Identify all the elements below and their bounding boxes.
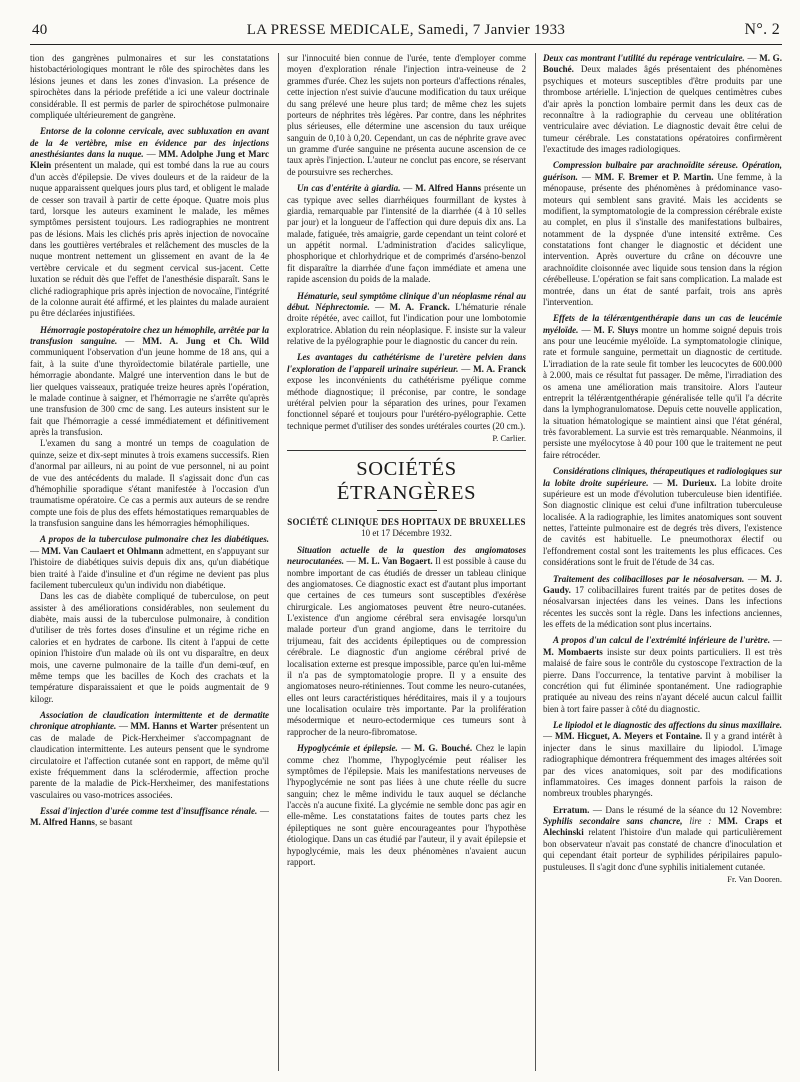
abstract-entry: Entorse de la colonne cervicale, avec subluxation en avant de la 4e vertèbre, mise en évidence par des injections anesthésiantes dans la nuque. — MM. Adolphe Jung et Marc Klein présentent un malade, qui est tombé dans la rue au cours d'un accès d'épilepsie. De vives douleurs et de la raideur de la nuque apparaissent quelques jours plus tard, et obligent le malade de cesser son travail à partir de cette époque. Quatre mois plus tard, lorsque les auteurs examinent le malade, les mêmes symptômes persistent toujours. Les radiographies ne montrent pas de lésions. Mais les clichés pris après injection de novocaïne dans les gouttières vertébrales et relâchement des muscles de la nuque montrent nettement un glissement en avant de la 4e vertèbre cervicale et du segment cervical sus-jacent. Cette luxation se réduit dès que l'effet de l'anesthésie disparaît. Sans le cliché radiographique pris après injection de novocaïne, l'intégrité de la colonne aurait été affirmé, et les plaintes du malade auraient pu être déclarées injustifiées. — [30, 126, 269, 319]
abstract-authors: M. G. Bouché. — [543, 53, 782, 75]
abstract-entry: Un cas d'entérite à giardia. — M. Alfred Hanns présente un cas typique avec selles diarrhéiques fourmillant de kystes à giardia, remarquable par l'intensité de la diarrhée (4 à 10 selles par jour) et la longueur de l'affection qui dure depuis dix ans. La malade, fatiguée, très amaigrie, garde cependant un teint coloré et un appétit normal. L'administration d'acides salicylique, phosphorique et chlorhydrique et de comprimés d'arséno-benzol fit disparaître la diarrhée d'une façon immédiate et amena une rapide ascension du poids de la malade. — [287, 183, 526, 285]
abstract-authors: M. J. Gaudy. — [543, 573, 782, 595]
abstract-text: admettent, en s'appuyant sur l'histoire de diabétiques suivis depuis dix ans, qu'un diabétique bien traité à l'aide d'insuline et d'un régime ne devient pas plus facilement tuberculeux qu'un individu non diabétique. — [30, 545, 269, 590]
abstract-entry: Essai d'injection d'urée comme test d'insuffisance rénale. — M. Alfred Hanns, se basant — [30, 806, 269, 828]
abstract-title: Deux cas montrant l'utilité du repérage ventriculaire. — [543, 53, 745, 63]
abstract-title: Compression bulbaire par arachnoïdite séreuse. Opération, guérison. — [543, 160, 782, 182]
page-number: 40 — [32, 22, 48, 38]
abstract-text: présentent un malade, qui est tombé dans la rue au cours d'un accès d'épilepsie. De vives douleurs et de la raideur de la nuque apparaissent quelques jours plus tard, et obligent le malade de cesser son travail à partir de cette époque. Quatre mois plus tard, lorsque les auteurs examinent le malade, les mêmes symptômes persistent toujours. Les radiographies ne montrent pas de lésions. Mais les clichés pris après injection de novocaïne dans les gouttières vertébrales et relâchement des muscles de la nuque montrent nettement un glissement en avant de la 4e vertèbre cervicale et du segment cervical sus-jacent. Cette luxation se réduit dès que l'effet de l'anesthésie disparaît. Sans le cliché radiographique pris après injection de novocaïne, l'intégrité de la colonne aurait été affirmé, et les plaintes du malade auraient pu être déclarées injustifiées. — [30, 160, 269, 319]
abstract-authors: M. Alfred Hanns — [415, 183, 482, 194]
abstract-authors: M. Alfred Hanns — [30, 817, 95, 828]
abstract-entry: Traitement des colibacilloses par le néosalversan. — M. J. Gaudy. 17 colibacillaires furent traités par de petites doses de néosalvarsan injectées dans les veines. Dans les infections récentes les succès sont la règle. Dans les infections anciennes, les effets de la médication sont plus incertains. — [543, 573, 782, 629]
abstract-text: L'hématurie rénale droite répétée, avec caillot, fut l'indication pour une lombotomie exploratrice. Ablation du rein néoplasique. F. insiste sur la valeur relative de la pyélographie pour le diagnostic du cancer du rein. — [287, 301, 526, 346]
abstract-authors: MM. Hicguet, A. Meyers et Fontaine. — [555, 731, 703, 742]
abstract-text: se basant — [99, 817, 133, 828]
abstract-entry: Hémorragie postopératoire chez un hémophile, arrêtée par la transfusion sanguine. — MM. A. Jung et Ch. Wild communiquent l'observation d'un jeune homme de 18 ans, qui a fait, à la suite d'une thyroïdectomie bilatérale partielle, une hémorragie abondante. Malgré une intervention dans le but de lier quelques vaisseaux, pratiquée treize heures après l'opération, le malade continue à saigner, et l'hémorragie ne s'arrête qu'après une transfusion de 300 cmc de sang. Les auteurs insistent sur le fait que l'hémorragie a cessé immédiatement et définitivement après la transfusion. — [30, 324, 269, 437]
column-middle — [287, 53, 526, 1073]
erratum-subject: Syphilis secondaire sans chancre, — [543, 816, 683, 826]
abstract-title: Hémorragie postopératoire chez un hémophile, arrêtée par la transfusion sanguine. — [30, 324, 269, 346]
abstract-text: La lobite droite supérieure est un mode d'évolution tuberculeuse bien identifiée. Son diagnostic clinique est celui d'une infiltration tuberculeuse localisée. A la radiographie, les limites anatomiques sont souvent nettes, l'atteinte pulmonaire est de degrés très divers, l'existence de cavités est habituelle. Le pneumothorax électif ou l'effondrement costal sont les traitements les plus efficaces. Ces considérations sont le fruit de l'étude de 34 cas. — [543, 477, 782, 568]
abstract-text: expose les inconvénients du cathétérisme pyélique comme méthode diagnostique; il préconise, par contre, le sondage urétéral pelvien pour la séparation des urines, pour l'examen fonctionnel séparé et toujours pour l'urétéro-pyélographie. Cette technique permet d'utiliser des sondes urétérales courtes (20 cm.). — [287, 375, 526, 431]
page-header — [30, 22, 782, 45]
erratum-lire: lire : — [689, 816, 712, 826]
abstract-authors: M. G. Bouché. — [413, 743, 473, 754]
section-rule-short — [377, 510, 437, 511]
abstract-text: Une femme, à la ménopause, présente des phénomènes à prédominance vaso-moteurs qui semblent sans gravité. Mais les accidents se modifient, la symptomatologie de la compression cérébrale existe au complet, en plus il s'installe des manifestations bulbaires, notamment de la dyspnée d'une intensité extrême. Ces constatations font changer le diagnostic et décident une intervention. Après ouverture du crâne on découvre une arachnoïdite cloisonnée avec liquide sous tension dans la région cérébelleuse. L'opération se fait sans complication. La malade est montrée, dans un état de santé parfait, trois ans après l'intervention. — [543, 171, 782, 307]
abstract-authors: MM. Van Caulaert et Ohlmann — [41, 545, 164, 556]
abstract-text: Deux malades âgés présentaient des phénomènes psychiques et moteurs susceptibles d'être produits par une thrombose artérielle. L'injection de quelques centimètres cubes d'air après la ponction lombaire permit dans les deux cas de reconnaître à la radiographie du cerveau une oblitération ventriculaire avec déviation. Le diagnostic devait être celui de tumeur cérébrale. Les constatations opératoires confirmèrent l'exactitude des images radiologiques. — [543, 64, 782, 154]
abstract-text: présente un cas typique avec selles diarrhéiques fourmillant de kystes à giardia, remarquable par l'intensité de la diarrhée (4 à 10 selles par jour) et la longueur de l'affection qui dure depuis dix ans. La malade, fatiguée, très amaigrie, garde cependant un teint coloré et un appétit normal. L'administration d'acides salicylique, phosphorique et chlorhydrique et de comprimés d'arséno-benzol fit disparaître la diarrhée d'une façon immédiate et amena une rapide ascension du poids de la malade. — [287, 183, 526, 285]
society-name: SOCIÉTÉ CLINIQUE DES HOPITAUX DE BRUXELLES — [287, 517, 526, 528]
section-title: SOCIÉTÉS ÉTRANGÈRES — [336, 458, 477, 505]
abstract-title: A propos d'un calcul de l'extrémité inférieure de l'urètre. — [553, 635, 771, 646]
abstract-entry: Situation actuelle de la question des angiomatoses neurocutanées. — M. L. Van Bogaert. Il est possible à cause du nombre important de cas étudiés de dresser un tableau clinique des angiomatoses. Ce diagnostic exact est d'autant plus important que certaines de ces tumeurs sont susceptibles d'exérèse chirurgicale. Les angiomatoses peuvent être neuro-cutanées. L'existence d'un angiome cérébral sera envisagée lorsqu'un malade porteur d'un grand angiome, dans le territoire du trijumeau, fait des accidents épileptiques ou de compression cérébrale. Le diagnostic d'un angiome cérébral privé de localisation externe est presque impossible, parce qu'en lui-même il n'a pas de symptomatologie propre. Il y a ensuite des angiomatoses neuro-rétiniennes. Tout comme les neuro-cutanées, elles ont leurs caractéristiques héréditaires, mais il y a toujours une localisation oculaire très importante. Par la prolifération mésodermique et neuro-ectodermique ces tumeurs sont à rapprocher de la neuro-fibromatose. — [287, 544, 526, 737]
abstract-title: Traitement des colibacilloses par le néosalversan. — [553, 573, 745, 584]
abstract-authors: M. F. Sluys — [593, 324, 639, 335]
paragraph: sur l'innocuité bien connue de l'urée, tente d'employer comme moyen d'exploration rénale l'injection intra-veineuse de 2 grammes d'urée. Chez les sujets non porteurs d'affections rénales, cette injection n'est suivie d'aucune modification du taux uréique du sang prélevé une heure plus tard; de même chez les sujets porteurs de néphrites très légères. Par contre, dans les néphrites plus sérieuses, elle détermine une ascension du taux uréique sanguin de 0,10 à 0,20. Cependant, un cas de néphrite grave avec un gramme d'urée sanguine ne présenta aucune ascension de ce taux après l'injection. L'auteur ne conclut pas encore, se réservant de poursuivre ses recherches. — [287, 53, 526, 177]
abstract-text: Il y a grand intérêt à injecter dans le sinus maxillaire du lipiodol. L'image radiographique démontrera fréquemment des images altérées soit par des vices anatomiques, soit par des modifications inflammatoires. Ces images donnent parfois la raison de nombreux troubles pharyngés. — [543, 731, 782, 799]
abstract-title: A propos de la tuberculose pulmonaire chez les diabétiques. — [40, 534, 269, 545]
erratum: Erratum. — Dans le résumé de la séance du 12 Novembre: Syphilis secondaire sans chancre, lire : MM. Craps et Alechinski relatent l'histoire d'un malade qui particulièrement bon observateur n'avait pas constaté de chancre d'inoculation et qui cependant était porteur de syphilides péripilaires papulo-pustuleuses. Il s'agit donc d'une syphilis initialement cutanée. — [543, 804, 782, 872]
abstract-authors: M. A. Franck. — [389, 301, 450, 312]
abstract-entry: Compression bulbaire par arachnoïdite séreuse. Opération, guérison. — MM. F. Bremer et P. Martin. Une femme, à la ménopause, présente des phénomènes à prédominance vaso-moteurs qui semblent sans gravité. Mais les accidents se modifient, la symptomatologie de la compression cérébrale existe au complet, en plus il s'installe des manifestations bulbaires, notamment de la dyspnée d'une intensité extrême. Ces constatations font changer le diagnostic et décident une intervention. Après ouverture du crâne on découvre une arachnoïdite cloisonnée avec liquide sous tension dans la région cérébelleuse. L'opération se fait sans complication. La malade est montrée, dans un état de santé parfait, trois ans après l'intervention. — [543, 160, 782, 307]
paragraph: Dans les cas de diabète compliqué de tuberculose, on peut assister à des améliorations considérables, non seulement du diabète, mais aussi de la tuberculose pulmonaire, à condition d'utiliser de très fortes doses d'insuline et un régime riche en calories et en hydrates de carbone. Ils citent à l'appui de cette opinion l'histoire d'un malade où ils ont vu disparaître, en deux mois, une caverne pulmonaire de la taille d'un demi-œuf, en même temps que les bacilles de Koch des crachats et la température disparaissaient et que le poids augmentait de 9 kilogr. — [30, 591, 269, 704]
abstract-text: Il est possible à cause du nombre important de cas étudiés de dresser un tableau clinique des angiomatoses. Ce diagnostic exact est d'autant plus important que certaines de ces tumeurs sont susceptibles d'exérèse chirurgicale. Les angiomatoses peuvent être neuro-cutanées. L'existence d'un angiome cérébral sera envisagée lorsqu'un malade porteur d'un grand angiome, dans le territoire du trijumeau, fait des accidents épileptiques ou de compression cérébrale. Le diagnostic d'un angiome cérébral privé de localisation externe est presque impossible, parce qu'en lui-même il n'a pas de symptomatologie propre. Il y a ensuite des angiomatoses neuro-rétiniennes. Tout comme les neuro-cutanées, elles ont leurs caractéristiques héréditaires, mais il y a toujours une localisation oculaire très importante. Par la prolifération mésodermique et neuro-ectodermique ces tumeurs sont à rapprocher de la neuro-fibromatose. — [287, 556, 526, 737]
abstract-entry: A propos d'un calcul de l'extrémité inférieure de l'urètre. — M. Mombaerts insiste sur deux points particuliers. Il est très malaisé de faire sous le contrôle du cystoscope l'extraction de la pierre. Dans l'occurrence, la tentative parvint à mobiliser la concrétion qui fut éliminée spontanément. Une radiographie pratiquée au niveau des reins n'ayant décelé aucun calcul faillit bien à tort faire passer à côté du diagnostic. — [543, 635, 782, 714]
session-date: 10 et 17 Décembre 1932. — [361, 528, 452, 539]
abstract-text: insiste sur deux points particuliers. Il est très malaisé de faire sous le contrôle du cystoscope l'extraction de la pierre. Dans l'occurrence, la tentative parvint à mobiliser la concrétion qui fut éliminée spontanément. Une radiographie pratiquée au niveau des reins n'ayant décelé aucun calcul faillit bien à tort faire passer à côté du diagnostic. — [543, 646, 782, 714]
abstract-title: Hypoglycémie et épilepsie. — [297, 743, 398, 754]
abstract-entry: Hématurie, seul symptôme clinique d'un néoplasme rénal au début. Néphrectomie. — M. A. Franck. L'hématurie rénale droite répétée, avec caillot, fut l'indication pour une lombotomie exploratrice. Ablation du rein néoplasique. F. insiste sur la valeur relative de la pyélographie pour le diagnostic du cancer du rein. — [287, 290, 526, 346]
abstract-title: Hématurie, seul symptôme clinique d'un néoplasme rénal au début. Néphrectomie. — [287, 290, 526, 312]
signature-text: Fr. Van Dooren. — [727, 873, 782, 884]
abstract-authors: M. L. Van Bogaert. — [358, 556, 433, 567]
abstract-title: Essai d'injection d'urée comme test d'insuffisance rénale. — [40, 806, 258, 816]
abstract-authors: M. A. Franck — [473, 363, 526, 374]
abstract-title: Effets de la téléræntgenthérapie dans un cas de leucémie myéloïde. — [543, 313, 782, 335]
abstract-title: Situation actuelle de la question des angiomatoses neurocutanées. — [287, 544, 526, 567]
erratum-authors: MM. Craps et Alechinski — [543, 816, 782, 838]
abstract-authors: M. Durieux. — [667, 477, 717, 488]
abstract-text: communiquent l'observation d'un jeune homme de 18 ans, qui a fait, à la suite d'une thyroïdectomie bilatérale partielle, une hémorragie abondante. Malgré une intervention dans le but de lier quelques vaisseaux, pratiquée treize heures après l'opération, le malade continue à saigner, et l'hémorragie ne s'arrête qu'après une transfusion de 300 cmc de sang. Les auteurs insistent sur le fait que l'hémorragie a cessé immédiatement et définitivement après la transfusion. — [30, 347, 269, 437]
abstract-authors: MM. F. Bremer et P. Martin. — [594, 171, 714, 182]
abstract-title: Considérations cliniques, thérapeutiques et radiologiques sur la lobite droite supérieure. — [543, 466, 782, 488]
author-signature — [287, 433, 526, 444]
paragraph: tion des gangrènes pulmonaires et sur les constatations histobactériologiques montrant le rôle des spirochètes dans les lésions jeunes et dans les zones d'invasion. La présence de spirochètes dans la période prefétide a ici une valeur doctrinale considérable. Il est permis de parler de spirochétose pulmonaire compliquée ultérieurement de gangrène. — [30, 53, 269, 120]
section-rule — [287, 450, 526, 451]
abstract-authors: MM. Hanns et Warter — [130, 721, 218, 732]
abstract-entry: Association de claudication intermittente et de dermatite chronique atrophiante. — MM. Hanns et Warter présentent un cas de malade de Pick-Herxheimer s'accompagnant de claudication intermittente. Les auteurs pensent que le syndrome circulatoire et l'affection cutanée sont en rapport, de même qu'il existe fréquemment dans la sclérodermie, affection proche parente de la maladie de Pick-Herxheimer, des manifestations vasculaires ou vaso-motrices associées. — [30, 710, 269, 800]
abstract-authors: MM. A. Jung et Ch. Wild — [142, 336, 269, 346]
abstract-title: Association de claudication intermittente et de dermatite chronique atrophiante. — [30, 710, 269, 732]
abstract-text: présentent un cas de malade de Pick-Herxheimer s'accompagnant de claudication intermittente. Les auteurs pensent que le syndrome circulatoire et l'affection cutanée sont en rapport, de même qu'il existe fréquemment dans la sclérodermie, affection proche parente de la maladie de Pick-Herxheimer, des manifestations vasculaires ou vaso-motrices associées. — [30, 721, 269, 800]
abstract-title: Les avantages du cathétérisme de l'uretère pelvien dans l'exploration de l'appareil urinaire supérieur. — [287, 352, 526, 374]
abstract-authors: M. Mombaerts — [543, 646, 603, 657]
abstract-entry: Deux cas montrant l'utilité du repérage ventriculaire. — M. G. Bouché. Deux malades âgés présentaient des phénomènes psychiques et moteurs susceptibles d'être produits par une thrombose artérielle. L'injection de quelques centimètres cubes d'air après la ponction lombaire permit dans les deux cas de reconnaître à la radiographie du cerveau une oblitération ventriculaire avec déviation. Le diagnostic devait être celui de tumeur cérébrale. Les constatations opératoires confirmèrent l'exactitude des images radiologiques. — [543, 53, 782, 154]
journal-title: LA PRESSE MEDICALE, Samedi, 7 Janvier 1933 — [246, 22, 566, 38]
column-divider — [278, 53, 279, 1071]
abstract-text: montre un homme soigné depuis trois ans pour une leucémie myéloïde. La symptomatologie clinique, rate et formule sanguine, permettait un diagnostic de certitude. L'irradiation de la rate seule fit tomber les leucocytes de 600.000 à 2.000, mais ce résultat fut passager. De même, l'irradiation des os amena une amélioration mais transitoire. Alors l'auteur entreprit la téléræntgenthérapie généralisée telle qu'il l'a décrite dans la lymphogranulomatose. Depuis cette nouvelle application, la situation hématologique se maintient ainsi que l'état général, très favorablement. La survie est très remarquable. Néanmoins, il persiste une myélocytose à 40 pour 100 que le traitement ne peut faire rétrocéder. — [543, 324, 782, 460]
column-left — [30, 53, 269, 1073]
abstract-entry: A propos de la tuberculose pulmonaire chez les diabétiques. — MM. Van Caulaert et Ohlmann admettent, en s'appuyant sur l'histoire de diabétiques suivis depuis dix ans, qu'un diabétique bien traité à l'aide d'insuline et d'un régime ne devient pas plus facilement tuberculeux qu'un individu non diabétique. — [30, 534, 269, 590]
paragraph: L'examen du sang a montré un temps de coagulation de quinze, seize et dix-sept minutes à trois examens successifs. Rien d'anormal par ailleurs, ni au point de vue personnel, ni au point de vue des antécédents du malade. Il s'agissait donc d'un cas d'hémophilie sporadique s'étant manifestée à l'occasion d'un traumatisme opératoire. Ce cas a permis aux auteurs de se rendre compte une fois de plus des effets hémostatiques remarquables de la transfusion sanguine dans les hémorragies hémophiliques. — [30, 438, 269, 528]
author-signature — [543, 874, 782, 885]
issue-number: N°. 2 — [744, 21, 780, 38]
abstract-entry: Hypoglycémie et épilepsie. — M. G. Bouché. Chez le lapin comme chez l'homme, l'hypoglycémie peut réaliser les symptômes de l'épilepsie. Mais les manifestations nerveuses de l'hypoglycémie ne sont pas liées à une chute réelle du sucre sanguin; chez le même individu le taux auquel se déclanche l'accès n'a aucune fixité. La glycémie ne semble donc pas agir en elle-même. Les constatations faites de toutes parts chez les épileptiques ne sont guère encourageantes pour l'hypothèse étiologique. Dans un cas étudié par l'auteur, il y avait épilepsie et hypoglycémie, mais les deux phénomènes n'avaient aucun rapport. — [287, 743, 526, 867]
abstract-entry: Considérations cliniques, thérapeutiques et radiologiques sur la lobite droite supérieure. — M. Durieux. La lobite droite supérieure est un mode d'évolution tuberculeuse bien identifiée. Son diagnostic clinique est celui d'une infiltration tuberculeuse localisée. A la radiographie, les limites anatomiques sont souvent nettes, l'atteinte pulmonaire est de degrés très divers, l'existence de cavités est habituelle. Le pneumothorax électif ou l'effondrement costal sont les traitements les plus efficaces. Ces considérations sont le fruit de l'étude de 34 cas. — [543, 466, 782, 568]
abstract-text: Chez le lapin comme chez l'homme, l'hypoglycémie peut réaliser les symptômes de l'épilepsie. Mais les manifestations nerveuses de l'hypoglycémie ne sont pas liées à une chute réelle du sucre sanguin; chez le même individu le taux auquel se déclanche l'accès n'a aucune fixité. La glycémie ne semble donc pas agir en elle-même. Les constatations faites de toutes parts chez les épileptiques ne sont guère encourageantes pour l'hypothèse étiologique. Dans un cas étudié par l'auteur, il y avait épilepsie et hypoglycémie, mais les deux phénomènes n'avaient aucun rapport. — [287, 743, 526, 867]
erratum-text: relatent l'histoire d'un malade qui particulièrement bon observateur n'avait pas constaté de chancre d'inoculation et qui cependant était porteur de syphilides péripilaires papulo-pustuleuses. Il s'agit donc d'une syphilis initialement cutanée. — [543, 827, 782, 872]
abstract-text: 17 colibacillaires furent traités par de petites doses de néosalvarsan injectées dans les veines. Dans les infections récentes les succès sont la règle. Dans les infections anciennes, les effets de la médication sont plus incertains. — [543, 584, 782, 629]
column-right — [543, 53, 782, 1073]
abstract-entry: Effets de la téléræntgenthérapie dans un cas de leucémie myéloïde. — M. F. Sluys montre un homme soigné depuis trois ans pour une leucémie myéloïde. La symptomatologie clinique, rate et formule sanguine, permettait un diagnostic de certitude. L'irradiation de la rate seule fit tomber les leucocytes de 600.000 à 2.000, mais ce résultat fut passager. De même, l'irradiation des os amena une amélioration mais transitoire. Alors l'auteur entreprit la téléræntgenthérapie généralisée telle qu'il l'a décrite dans la lymphogranulomatose. Depuis cette nouvelle application, la situation hématologique se maintient ainsi que l'état général, très favorablement. La survie est très remarquable. Néanmoins, il persiste une myélocytose à 40 pour 100 que le traitement ne peut faire rétrocéder. — [543, 313, 782, 460]
erratum-title: Erratum. — [553, 804, 590, 815]
abstract-title: Un cas d'entérite à giardia. — [297, 183, 401, 194]
column-divider — [535, 53, 536, 1071]
abstract-entry: Le lipiodol et le diagnostic des affections du sinus maxillaire. — MM. Hicguet, A. Meyers et Fontaine. Il y a grand intérêt à injecter dans le sinus maxillaire du lipiodol. L'image radiographique démontrera fréquemment des images altérées soit par des vices anatomiques, soit par des modifications inflammatoires. Ces images donnent parfois la raison de nombreux troubles pharyngés. — [543, 720, 782, 799]
erratum-text: Dans le résumé de la séance du 12 Novembre: — [605, 804, 782, 815]
abstract-title: Le lipiodol et le diagnostic des affections du sinus maxillaire. — [553, 720, 782, 730]
abstract-authors: MM. Adolphe Jung et Marc Klein — [30, 149, 269, 171]
abstract-entry: Les avantages du cathétérisme de l'uretère pelvien dans l'exploration de l'appareil urinaire supérieur. — M. A. Franck expose les inconvénients du cathétérisme pyélique comme méthode diagnostique; il préconise, par contre, le sondage urétéral pelvien pour la séparation des urines, pour l'examen fonctionnel séparé et toujours pour l'urétéro-pyélographie. Cette technique permet d'utiliser des sondes urétérales courtes (20 cm.). — [287, 352, 526, 431]
abstract-title: Entorse de la colonne cervicale, avec subluxation en avant de la 4e vertèbre, mise en évidence par des injections anesthésiantes dans la nuque. — [30, 126, 269, 159]
signature-text: P. Carlier. — [492, 433, 526, 443]
